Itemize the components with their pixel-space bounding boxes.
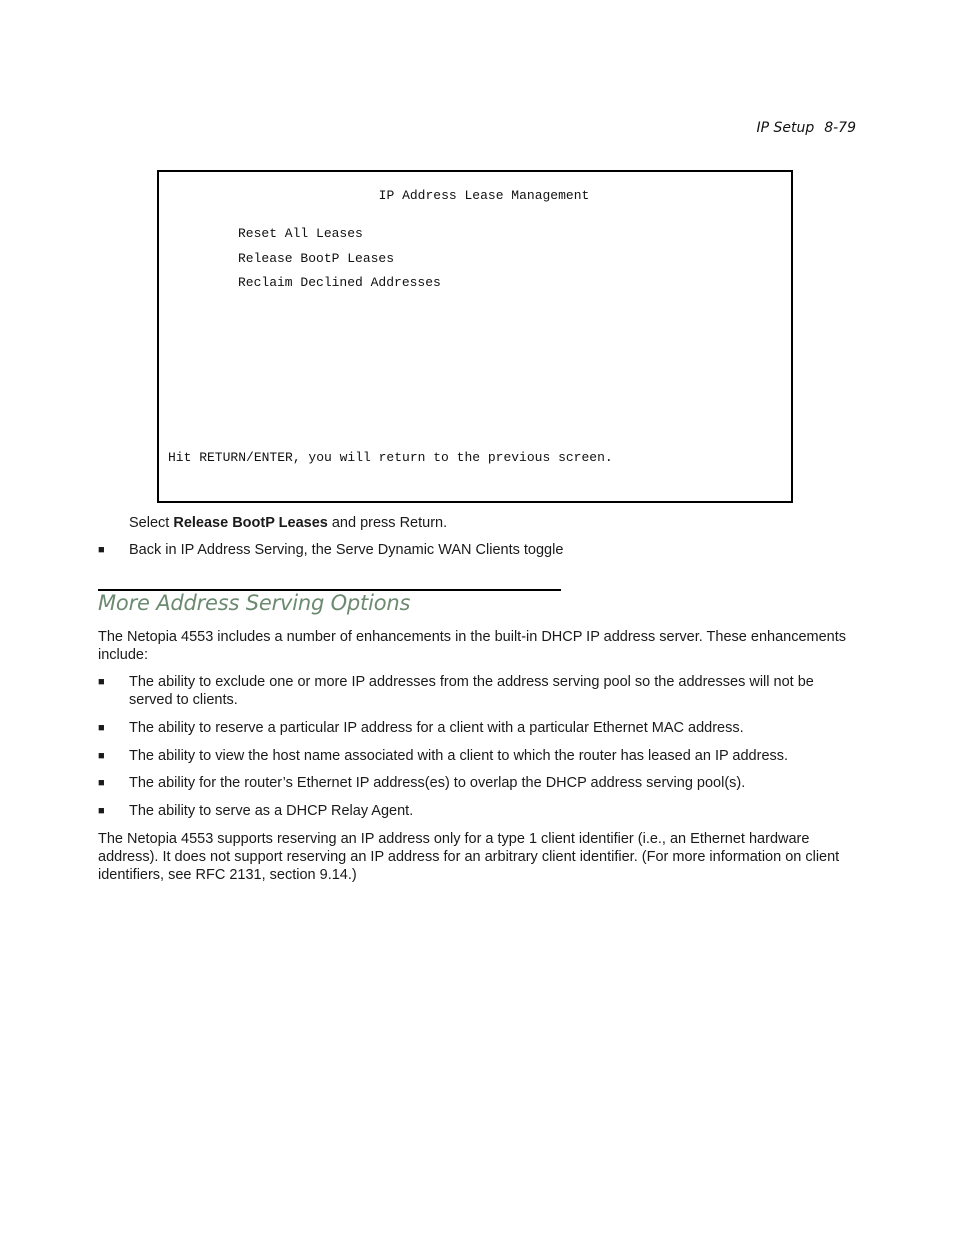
list-item: ■ The ability to serve as a DHCP Relay Agent. (98, 803, 414, 819)
running-head-page-number: 8-79 (824, 120, 856, 136)
bullet-square-icon: ■ (98, 722, 105, 734)
list-item: ■ Back in IP Address Serving, the Serve Dynamic WAN Clients toggle (98, 542, 564, 558)
bullet-square-icon: ■ (98, 544, 105, 556)
bullet-square-icon: ■ (98, 777, 105, 789)
bullet-square-icon: ■ (98, 805, 105, 817)
list-item: ■ The ability to view the host name associated with a client to which the router has leased an IP address. (98, 748, 789, 764)
step-bold-term: Release BootP Leases (173, 515, 328, 531)
menu-item-reclaim-declined-addresses[interactable]: Reclaim Declined Addresses (238, 275, 441, 290)
list-item: ■ The ability for the router’s Ethernet IP address(es) to overlap the DHCP address serving pool(s). (98, 775, 746, 791)
bullet-square-icon: ■ (98, 676, 105, 688)
step-instruction: Select Release BootP Leases and press Return. (129, 515, 448, 531)
list-item: ■ The ability to exclude one or more IP addresses from the address serving pool so the addresses will not be served to clients. (98, 674, 814, 708)
section-heading: More Address Serving Options (98, 591, 411, 615)
menu-item-release-bootp-leases[interactable]: Release BootP Leases (238, 251, 395, 266)
terminal-screen (157, 170, 793, 503)
closing-paragraph: The Netopia 4553 supports reserving an IP address only for a type 1 client identifier (i.e., an Ethernet hardware address). It does not support reserving an IP address for an arbitrary client identifier. (For more information on client identifiers, see RFC 2131, section 9.14.) (98, 831, 840, 883)
running-head-section: IP Setup (756, 120, 815, 136)
running-head (756, 120, 856, 136)
bullet-square-icon: ■ (98, 750, 105, 762)
intro-paragraph: The Netopia 4553 includes a number of enhancements in the built-in DHCP IP address server. These enhancements include: (98, 629, 846, 663)
screen-footer-hint: Hit RETURN/ENTER, you will return to the previous screen. (168, 450, 613, 465)
screen-title: IP Address Lease Management (378, 188, 590, 203)
list-item: ■ The ability to reserve a particular IP address for a client with a particular Ethernet MAC address. (98, 720, 744, 736)
menu-item-reset-all-leases[interactable]: Reset All Leases (238, 226, 363, 241)
